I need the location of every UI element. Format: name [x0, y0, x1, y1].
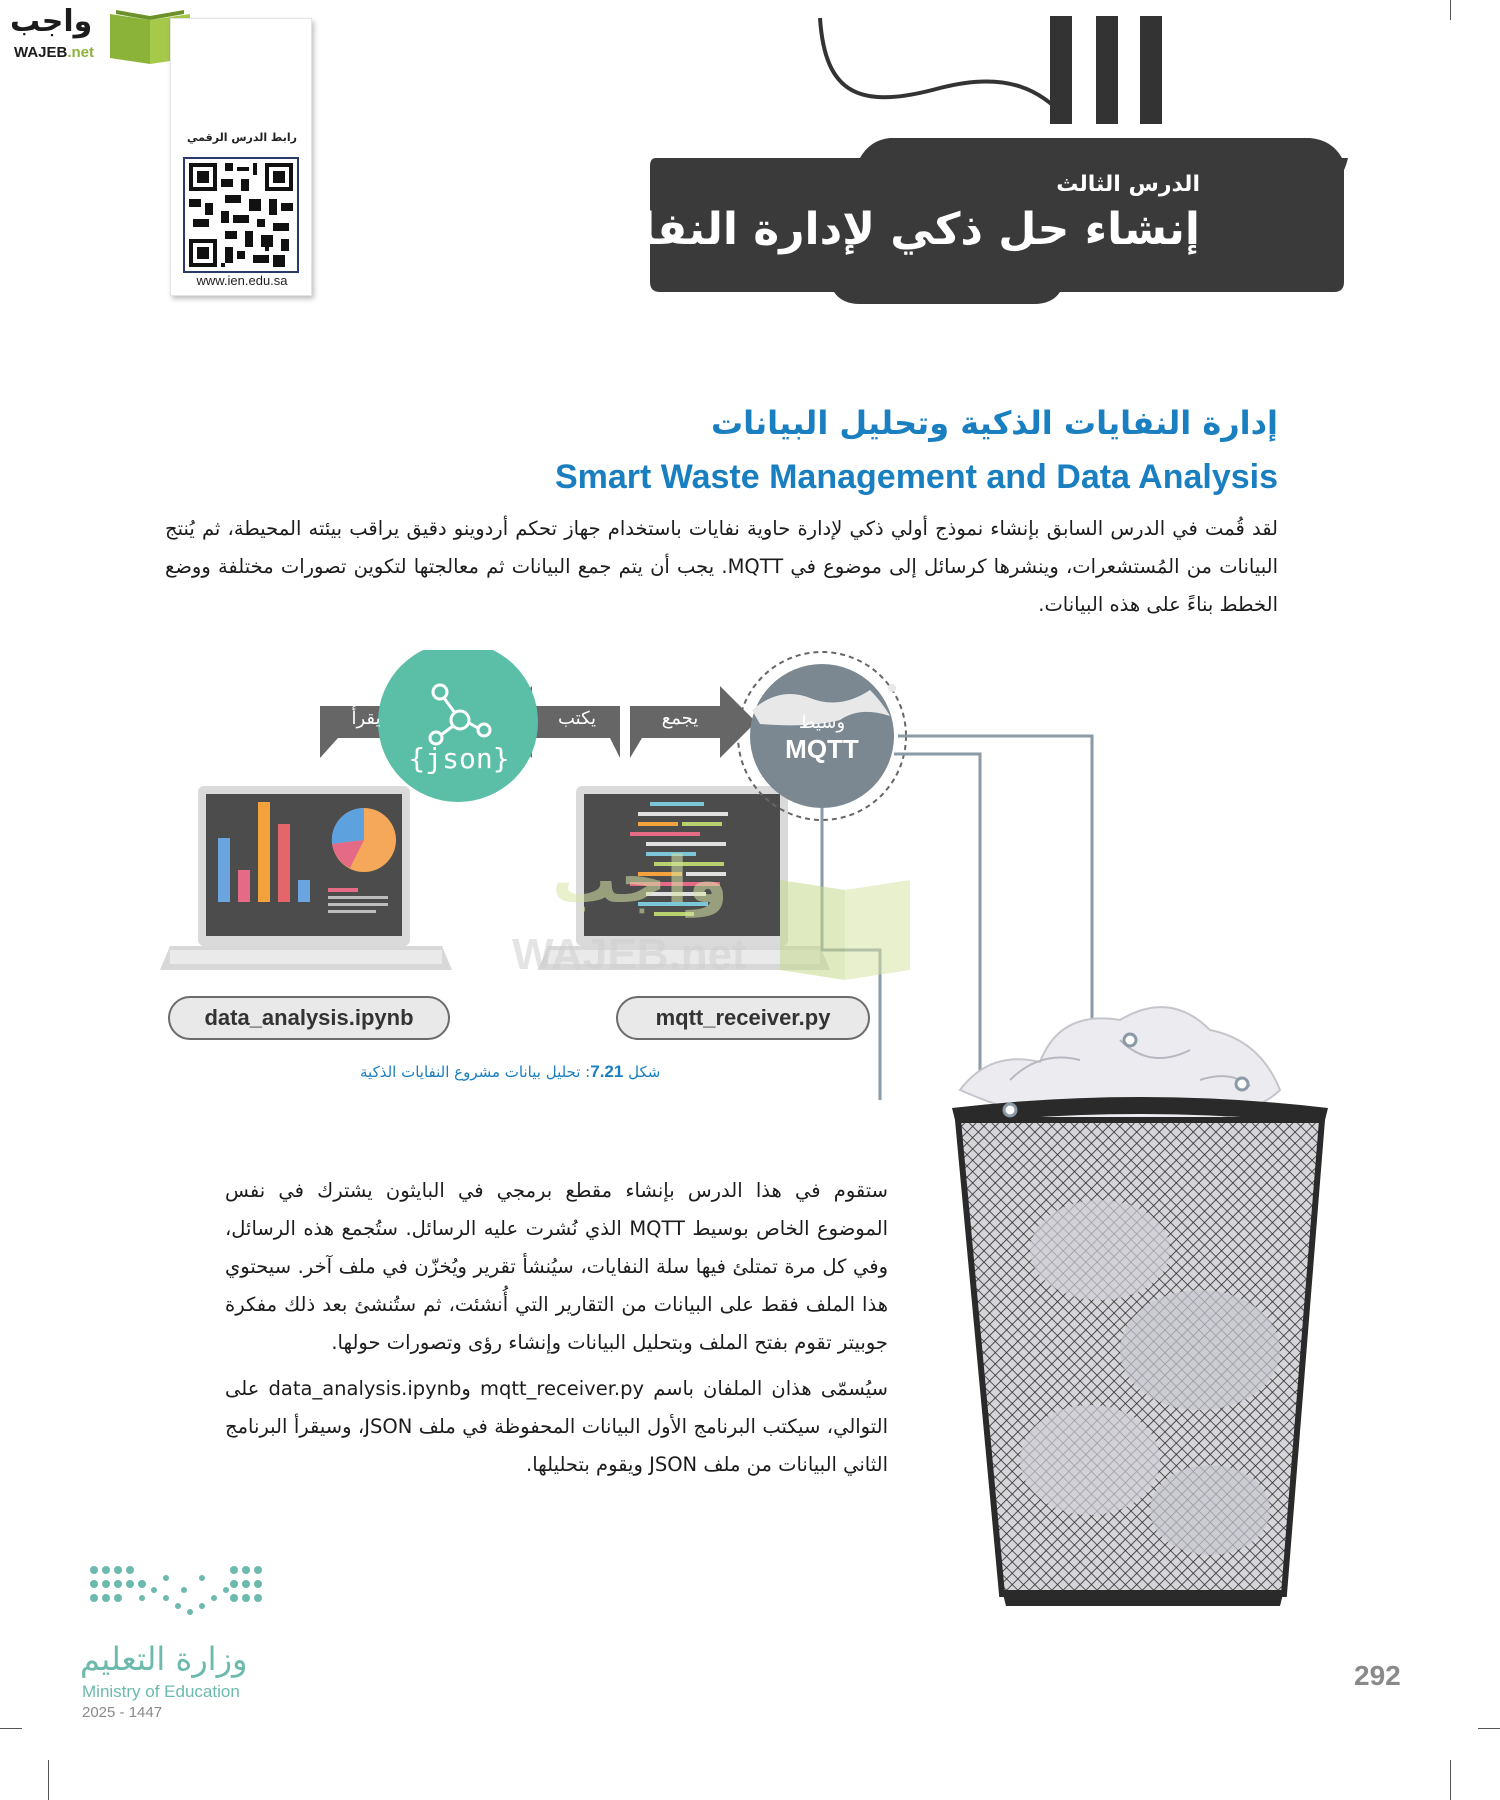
- arrow-read-label: يقرأ: [351, 708, 381, 729]
- watermark-arabic: واجب: [552, 844, 728, 918]
- qr-code[interactable]: [183, 157, 299, 273]
- ministry-logo: [84, 1560, 274, 1640]
- crop-mark: [1450, 1760, 1451, 1800]
- crop-mark: [1478, 1728, 1500, 1729]
- body-paragraph-2: سيُسمّى هذان الملفان باسم mqtt_receiver.py وdata_analysis.ipynb على التوالي، سيكتب البرنامج الأول البيانات المحفوظة في ملف JSON، وسيقرأ البرنامج الثاني البيانات من ملف JSON ويقوم بتحليلها.: [225, 1377, 888, 1476]
- broker-label-bottom: MQTT: [785, 734, 859, 764]
- logo-latin: [14, 44, 94, 61]
- crop-mark: [0, 1728, 22, 1729]
- section-heading-english: Smart Waste Management and Data Analysis: [554, 458, 1278, 496]
- file-pill-receiver: mqtt_receiver.py: [616, 996, 870, 1040]
- arrow-collect-label: يجمع: [661, 708, 699, 729]
- ministry-year: 2025 - 1447: [82, 1704, 163, 1721]
- logo-latin-main: WAJEB: [14, 44, 68, 61]
- intro-paragraph: لقد قُمت في الدرس السابق بإنشاء نموذج أولي ذكي لإدارة حاوية نفايات باستخدام جهاز تحكم أردوينو دقيق يراقب بيئته المحيطة، ثم يُنتج البيانات من المُستشعرات، وينشرها كرسائل إلى موضوع في MQTT. يجب أن يتم جمع البيانات ثم معالجتها لتكوين تصورات مختلفة ووضع الخطط بناءً على هذه البيانات.: [165, 517, 1278, 616]
- plug-illustration: [620, 0, 1360, 310]
- figure-caption-number: 7.21: [590, 1062, 624, 1081]
- arrow-write-label: يكتب: [557, 708, 597, 729]
- qr-url[interactable]: www.ien.edu.sa: [196, 273, 288, 288]
- qr-card[interactable]: [170, 18, 312, 296]
- section-heading-arabic: إدارة النفايات الذكية وتحليل البيانات: [710, 404, 1278, 442]
- logo-arabic: واجب: [10, 4, 93, 39]
- body-text: [225, 1172, 888, 1492]
- wajeb-logo[interactable]: [8, 4, 194, 68]
- json-label: {json}: [408, 742, 510, 775]
- crop-mark: [48, 1760, 49, 1800]
- waste-bin-illustration: [950, 990, 1330, 1630]
- lesson-banner: [562, 0, 1360, 310]
- ministry-name-english: Ministry of Education: [82, 1682, 240, 1701]
- broker-label-top: وسيط: [798, 712, 846, 733]
- qr-code-pattern: [185, 159, 297, 271]
- figure-caption-prefix: شكل: [628, 1063, 661, 1081]
- watermark-latin: WAJEB.net: [512, 930, 747, 979]
- qr-label: رابط الدرس الرقمي: [187, 131, 297, 144]
- figure-caption-text: : تحليل بيانات مشروع النفايات الذكية: [360, 1063, 591, 1081]
- page-number: 292: [1354, 1660, 1401, 1691]
- file-pill-analysis: data_analysis.ipynb: [168, 996, 450, 1040]
- ministry-dots-icon: [84, 1560, 274, 1640]
- waste-bin-graphic: [950, 990, 1330, 1630]
- lesson-label: الدرس الثالث: [1056, 172, 1200, 197]
- crop-mark: [1450, 0, 1451, 20]
- figure-caption: [360, 1062, 700, 1082]
- body-paragraph-1: ستقوم في هذا الدرس بإنشاء مقطع برمجي في البايثون يشترك في نفس الموضوع الخاص بوسيط MQTT الذي نُشرت عليه الرسائل. ستُجمع هذه الرسائل، وفي كل مرة تمتلئ فيها سلة النفايات، سيُنشأ تقرير ويُخزّن في ملف آخر. سيحتوي هذا الملف فقط على البيانات من التقارير التي أُنشئت، ثم ستُنشئ بعد ذلك مفكرة جوبيتر تقوم بفتح الملف وبتحليل البيانات وإنشاء رؤى وتصورات حولها.: [225, 1179, 889, 1354]
- logo-latin-suffix: .net: [67, 44, 95, 61]
- lesson-title: إنشاء حل ذكي لإدارة النفايات: [562, 204, 1200, 255]
- watermark: [510, 844, 1010, 990]
- laptop-analysis: [160, 786, 452, 970]
- ministry-name-arabic: وزارة التعليم: [80, 1640, 248, 1678]
